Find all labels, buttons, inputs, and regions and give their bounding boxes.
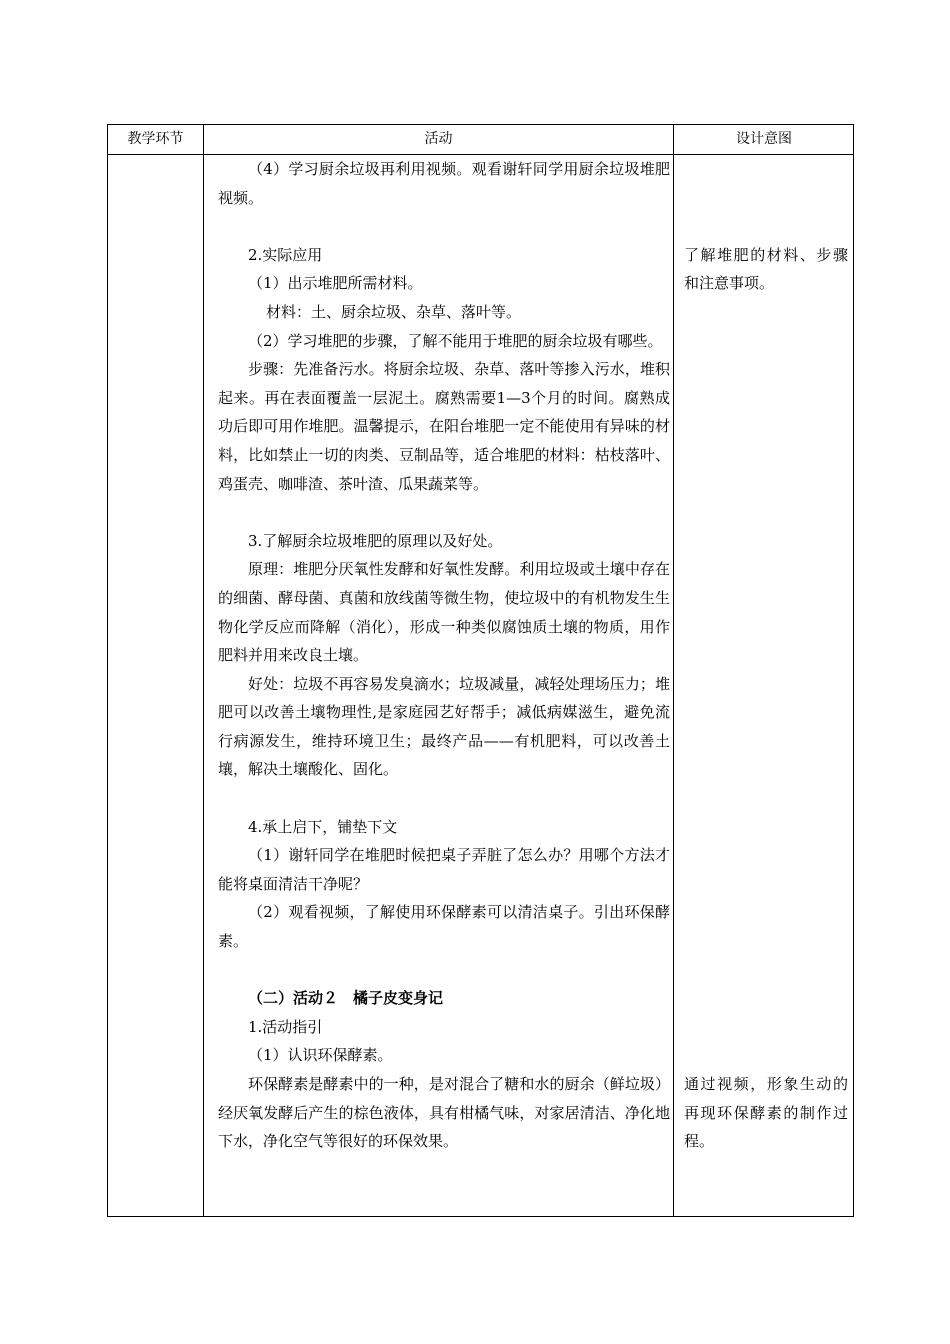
activity-paragraph: 材料：土、厨余垃圾、杂草、落叶等。 — [266, 302, 522, 321]
intent-paragraph: 了解堆肥的材料、步骤和注意事项。 — [684, 245, 848, 293]
section-title: 1.活动指引 — [248, 1017, 323, 1036]
activity-paragraph: （1）谢轩同学在堆肥时候把桌子弄脏了怎么办？用哪个方法才能将桌面清洁干净呢？ — [218, 846, 670, 893]
activity-cell — [218, 155, 670, 1156]
activity-paragraph: 好处：垃圾不再容易发臭滴水；垃圾减量，减轻处理场压力；堆肥可以改善土壤物理性,是家庭园艺好帮手；减低病媒滋生，避免流行病源发生，维持环境卫生；最终产品——有机肥料，可以改善土壤，解决土壤酸化、固化。 — [218, 674, 670, 779]
header-teaching-stage: 教学环节 — [127, 131, 184, 147]
section-title: 3.了解厨余垃圾堆肥的原理以及好处。 — [248, 531, 503, 550]
section-title: 4.承上启下，铺垫下文 — [248, 817, 398, 836]
activity-paragraph: 原理：堆肥分厌氧性发酵和好氧性发酵。利用垃圾或土壤中存在的细菌、酵母菌、真菌和放线菌等微生物，使垃圾中的有机物发生生物化学反应而降解（消化），形成一种类似腐蚀质土壤的物质，用作肥料并用来改良土壤。 — [218, 560, 670, 665]
activity-paragraph: 环保酵素是酵素中的一种，是对混合了糖和水的厨余（鲜垃圾） 经厌氧发酵后产生的棕色液体，具有柑橘气味，对家居清洁、净化地下水，净化空气等很好的环保效果。 — [218, 1075, 670, 1151]
column-divider — [673, 125, 674, 1216]
header-activity: 活动 — [424, 131, 453, 147]
activity-paragraph: （4）学习厨余垃圾再利用视频。观看谢轩同学用厨余垃圾堆肥视频。 — [218, 160, 670, 207]
intent-cell — [684, 155, 848, 1156]
activity-paragraph: （2）学习堆肥的步骤，了解不能用于堆肥的厨余垃圾有哪些。 — [248, 331, 663, 350]
intent-paragraph: 通过视频，形象生动的再现环保酵素的制作过程。 — [684, 1074, 848, 1151]
activity-paragraph: （2）观看视频，了解使用环保酵素可以清洁桌子。引出环保酵素。 — [218, 903, 670, 951]
activity-paragraph: （1）认识环保酵素。 — [248, 1046, 393, 1065]
section-title: 2.实际应用 — [248, 245, 323, 264]
header-design-intent: 设计意图 — [736, 131, 792, 147]
column-divider — [203, 125, 204, 1216]
activity-paragraph: （1）出示堆肥所需材料。 — [248, 274, 423, 293]
lesson-plan-table — [107, 124, 854, 1217]
activity-heading: （二）活动２ 橘子皮变身记 — [248, 989, 444, 1008]
activity-paragraph: 步骤：先准备污水。将厨余垃圾、杂草、落叶等掺入污水，堆积起来。再在表面覆盖一层泥土。腐熟需要1—3个月的时间。腐熟成功后即可用作堆肥。温馨提示，在阳台堆肥一定不能使用有异味的材料，比如禁止一切的肉类、豆制品等，适合堆肥的材料：枯枝落叶、鸡蛋壳、咖啡渣、茶叶渣、瓜果蔬菜等。 — [218, 360, 670, 493]
